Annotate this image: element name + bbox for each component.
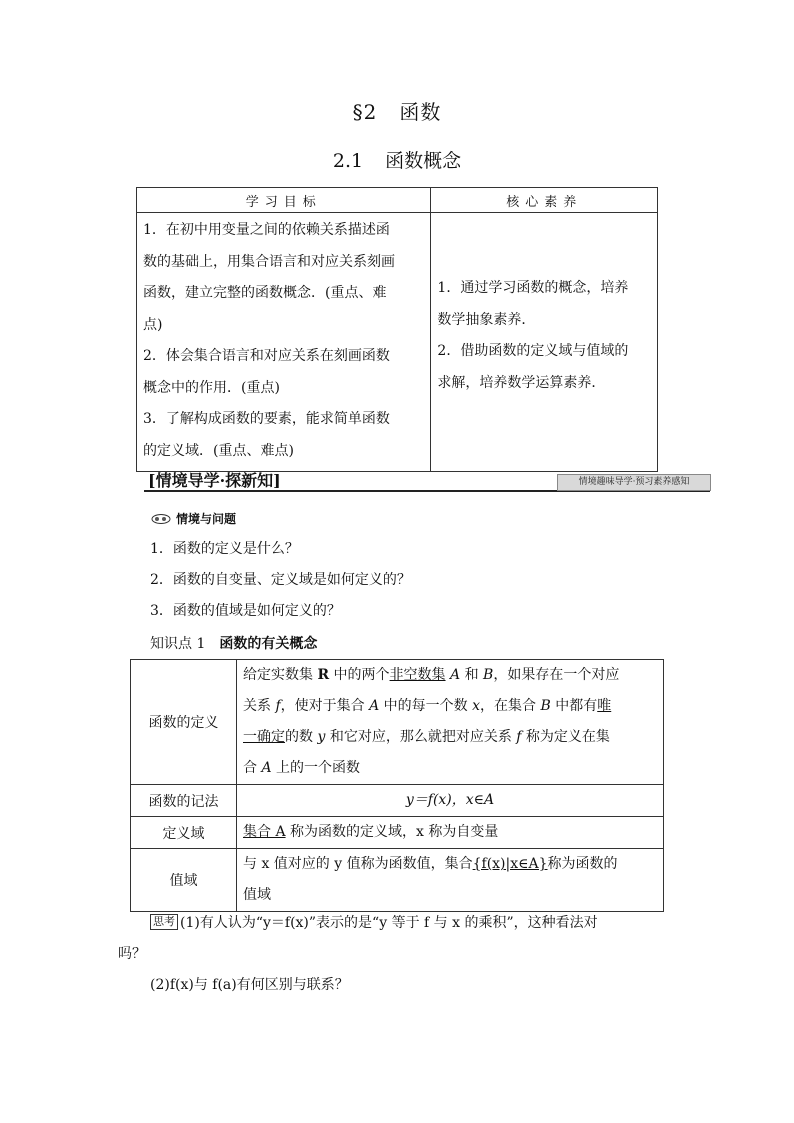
domain-value: 集合 A 称为函数的定义域，x 称为自变量 <box>237 817 664 849</box>
question-2: 2．函数的自变量、定义域是如何定义的？ <box>150 572 411 588</box>
literacy-line: 1．通过学习函数的概念，培养 <box>437 280 629 296</box>
question-3: 3．函数的值域是如何定义的？ <box>150 603 341 619</box>
banner-tag: 情境趣味导学·预习素养感知 <box>557 474 711 491</box>
literacy-line: 数学抽象素养． <box>437 311 536 328</box>
thinking-question-2: (2)f(x)与 f(a)有何区别与联系？ <box>150 977 349 993</box>
def-line-3: 一确定的数 y 和它对应，那么就把对应关系 f 称为定义在集 <box>243 729 610 745</box>
goal-line: 数的基础上，用集合语言和对应关系刻画 <box>143 253 395 270</box>
kp-title: 函数的有关概念 <box>219 636 318 652</box>
section-title: §2 函数 <box>352 100 442 124</box>
literacy-list <box>431 213 657 399</box>
goals-list <box>137 213 430 471</box>
goals-cell <box>137 213 431 472</box>
def-label: 函数的定义 <box>131 660 237 785</box>
cloud-icon <box>150 513 172 525</box>
literacy-cell <box>431 213 658 472</box>
goal-line: 点) <box>143 316 163 333</box>
goals-header: 学习目标 <box>137 188 431 213</box>
thinking-badge: 思考 <box>150 914 178 930</box>
literacy-line: 求解，培养数学运算素养． <box>437 374 606 391</box>
literacy-line: 2．借助函数的定义域与值域的 <box>437 343 629 359</box>
goal-line: 的定义域．(重点、难点) <box>143 442 294 459</box>
domain-label: 定义域 <box>131 817 237 849</box>
goal-line: 1．在初中用变量之间的依赖关系描述函 <box>143 222 390 238</box>
thinking-question-1: 思考 (1)有人认为“y＝f(x)”表示的是“y 等于 f 与 x 的乘积”，这种看法对 <box>150 912 598 932</box>
goal-line: 3．了解构成函数的要素，能求简单函数 <box>143 411 390 427</box>
banner-title: [情境导学·探新知] <box>148 471 281 490</box>
definitions-table <box>130 659 664 912</box>
def-line-4: 合 A 上的一个函数 <box>243 760 361 776</box>
def-line-1: 给定实数集 R 中的两个非空数集 A 和 B，如果存在一个对应 <box>243 667 620 683</box>
notation-value: y＝f(x)，x∈A <box>237 785 664 817</box>
section-heading <box>150 510 236 527</box>
notation-label: 函数的记法 <box>131 785 237 817</box>
range-value: 与 x 值对应的 y 值称为函数值，集合{f(x)|x∈A}称为函数的 值域 <box>237 849 664 912</box>
thinking-question-1-cont: 吗？ <box>118 946 146 962</box>
goal-line: 函数，建立完整的函数概念．(重点、难 <box>143 285 387 301</box>
section-label: 情境与问题 <box>176 512 237 526</box>
kp-label: 知识点 1 <box>150 636 206 652</box>
knowledge-point <box>150 633 317 653</box>
goal-line: 2．体会集合语言和对应关系在刻画函数 <box>143 348 390 364</box>
literacy-header: 核心素养 <box>431 188 658 213</box>
subsection-title: 2.1 函数概念 <box>332 150 462 172</box>
range-label: 值域 <box>131 849 237 912</box>
def-value <box>237 660 664 785</box>
goal-line: 概念中的作用．(重点) <box>143 379 280 396</box>
def-line-2: 关系 f，使对于集合 A 中的每一个数 x，在集合 B 中都有唯 <box>243 698 612 714</box>
goals-table <box>136 187 658 472</box>
question-1: 1．函数的定义是什么？ <box>150 541 299 557</box>
